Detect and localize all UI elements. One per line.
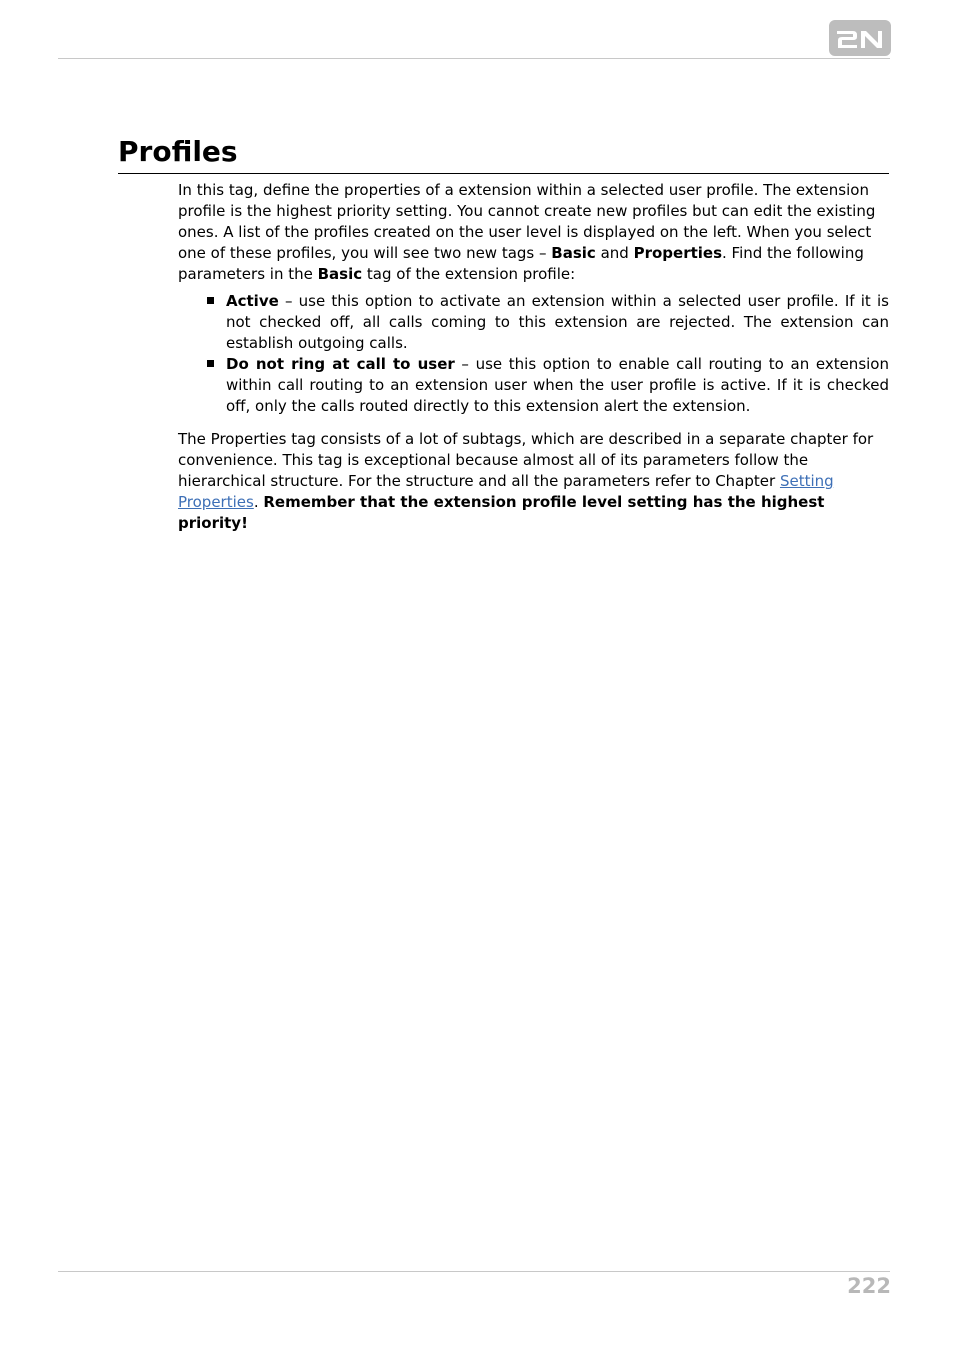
intro-text-2: and [595,244,634,262]
parameter-list [178,291,889,417]
list-item-term: Do not ring at call to user [226,355,455,373]
section-title: Profiles [118,132,889,174]
page-number: 222 [847,1274,891,1298]
list-item-text: – use this option to enable call routing to an extension within call routing to an extension user when the user profile is active. If it is checked off, only the calls routed directly to this extension alert the extension. [226,355,889,415]
list-item-text: – use this option to activate an extension within a selected user profile. If it is not checked off, all calls coming to this extension are rejected. The extension can establish outgoing calls. [226,292,889,352]
brand-logo [829,20,891,56]
main-content [178,180,889,534]
logo-2n-icon [833,24,887,52]
intro-text-1: In this tag, define the properties of a extension within a selected user profile. The extension profile is the highest priority setting. You cannot create new profiles but can edit the existing ones. A list of the profiles created on the user level is displayed on the left. When you select one of these profiles, you will see two new tags – [178,181,876,262]
header-rule [58,58,890,59]
intro-text-3: . Find the following parameters in the [178,244,864,283]
intro-bold-basic: Basic [551,244,596,262]
footer-rule [58,1271,890,1272]
bullet-square-icon [207,360,214,367]
list-item [178,291,889,354]
intro-text-4: tag of the extension profile: [362,265,576,283]
list-item [178,354,889,417]
properties-paragraph [178,429,889,534]
list-item-term: Active [226,292,279,310]
intro-bold-basic-2: Basic [317,265,363,283]
intro-paragraph [178,180,889,285]
properties-text-2: . [253,493,264,511]
properties-bold-note: Remember that the extension profile level setting has the highest priority! [178,493,825,532]
intro-bold-properties: Properties [633,244,723,262]
setting-properties-link[interactable]: Setting Properties [178,472,834,511]
properties-text-1: The Properties tag consists of a lot of subtags, which are described in a separate chapter for convenience. This tag is exceptional because almost all of its parameters follow the hierarchical structure. For the structure and all the parameters refer to Chapter [178,430,874,490]
bullet-square-icon [207,297,214,304]
